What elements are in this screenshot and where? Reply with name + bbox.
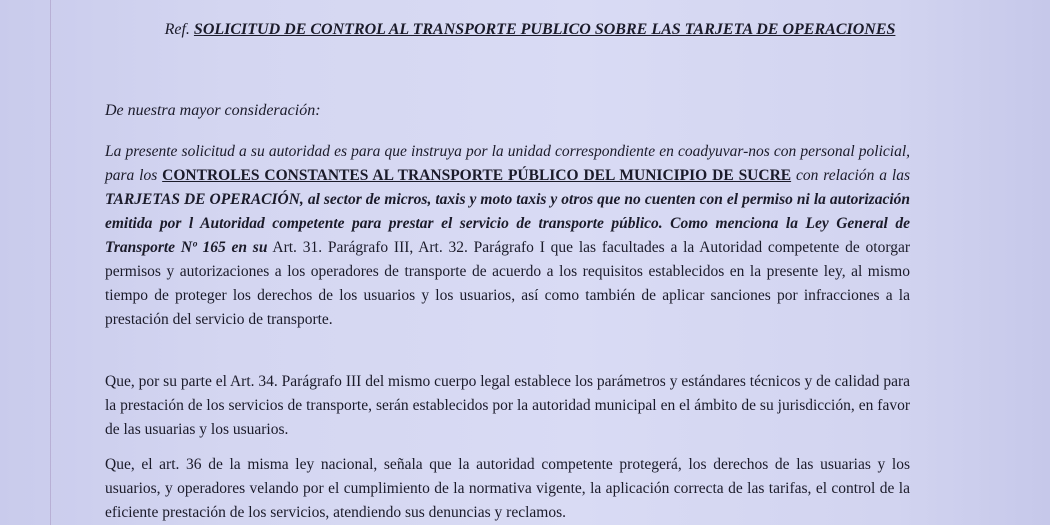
paragraph1-body: Art. 31. Parágrafo III, Art. 32. Parágrafo I que las facultades a la Autoridad competente de otorgar permisos y autorizaciones a los operadores de transporte de acuerdo a los requisitos establecidos en la presente ley, al mismo tiempo de proteger los derechos de los usuarios y los usuarios, así como también de aplicar sanciones por infracciones a la prestación del servicio de transporte. xyxy=(105,239,910,328)
salutation: De nuestra mayor consideración: xyxy=(105,102,321,119)
ref-prefix: Ref. xyxy=(164,21,190,38)
paragraph1-intro: La presente solicitud a su autoridad es para que instruya por la unidad correspondiente en coadyuvar-nos con personal policial, para los xyxy=(105,143,910,184)
paragraph-article-34: Que, por su parte el Art. 34. Parágrafo III del mismo cuerpo legal establece los parámetros y estándares técnicos y de calidad para la prestación de los servicios de transporte, serán establecidos por la autoridad municipal en el ámbito de su jurisdicción, en favor de las usuarias y los usuarios. xyxy=(105,373,910,438)
paragraph1-emphasis: CONTROLES CONSTANTES AL TRANSPORTE PÚBLICO DEL MUNICIPIO DE SUCRE xyxy=(162,167,792,184)
ref-subject: SOLICITUD DE CONTROL AL TRANSPORTE PUBLICO SOBRE LAS TARJETA DE OPERACIONES xyxy=(193,21,896,38)
reference-heading xyxy=(150,18,910,41)
paragraph-request xyxy=(105,140,910,332)
paragraph1-bold-cards: TARJETAS DE OPERACIÓN, al sector de micros, taxis y moto taxis y otros que no cuenten con el permiso ni la autorización emitida por l Autoridad competente para prestar el servicio de transporte público. Como menciona la Ley General de Transporte Nº 165 en su xyxy=(105,191,910,256)
paragraph-article-36: Que, el art. 36 de la misma ley nacional, señala que la autoridad competente protegerá, los derechos de las usuarias y los usuarios, y operadores velando por el cumplimiento de la normativa vigente, la aplicación correcta de las tarifas, el control de la eficiente prestación de los servicios, atendiendo sus denuncias y reclamos. xyxy=(105,456,910,521)
page-margin-line xyxy=(50,0,51,525)
paragraph1-relation: con relación a las xyxy=(791,167,911,184)
